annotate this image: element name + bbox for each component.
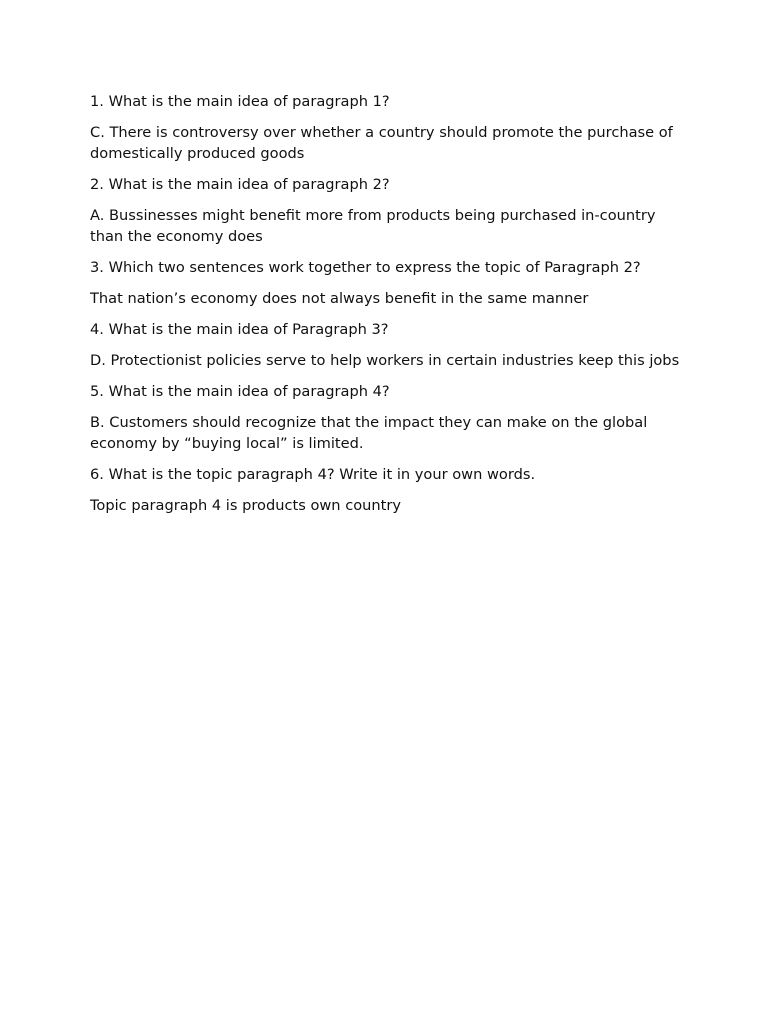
- answer-4: D. Protectionist policies serve to help workers in certain industries keep this jobs: [90, 352, 680, 369]
- answer-6: Topic paragraph 4 is products own country: [90, 497, 402, 514]
- answer-3: That nation’s economy does not always benefit in the same manner: [90, 290, 589, 307]
- question-3: 3. Which two sentences work together to express the topic of Paragraph 2?: [90, 259, 641, 276]
- question-5: 5. What is the main idea of paragraph 4?: [90, 383, 390, 400]
- question-4: 4. What is the main idea of Paragraph 3?: [90, 321, 389, 338]
- answer-2: A. Bussinesses might benefit more from products being purchased in-country than the economy does: [90, 207, 656, 245]
- question-6: 6. What is the topic paragraph 4? Write it in your own words.: [90, 466, 536, 483]
- document-body: [90, 91, 680, 526]
- question-1: 1. What is the main idea of paragraph 1?: [90, 93, 390, 110]
- answer-1: C. There is controversy over whether a country should promote the purchase of domestically produced goods: [90, 124, 673, 162]
- question-2: 2. What is the main idea of paragraph 2?: [90, 176, 390, 193]
- answer-5: B. Customers should recognize that the impact they can make on the global economy by “buying local” is limited.: [90, 414, 648, 452]
